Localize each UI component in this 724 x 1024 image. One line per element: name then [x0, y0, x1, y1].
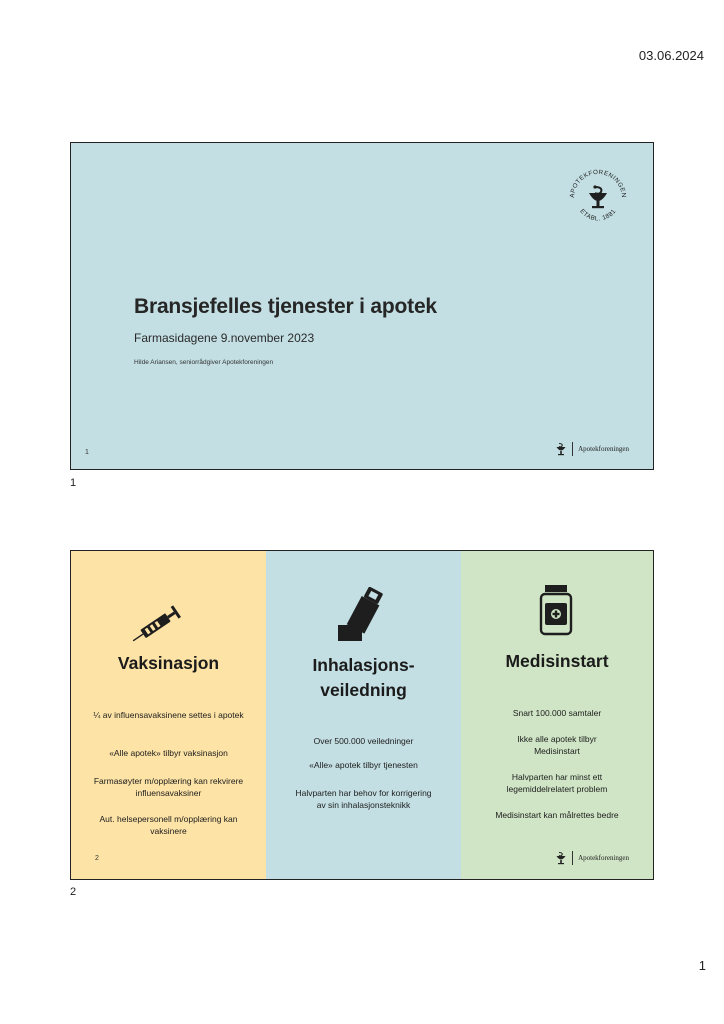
column-inhalasjonsveiledning: [266, 551, 461, 879]
slide-title: Bransjefelles tjenester i apotek: [134, 295, 437, 318]
slide-2: [70, 550, 654, 880]
column-vaksinasjon: [71, 551, 266, 879]
column-item: Ikke alle apotek tilbyr Medisinstart: [517, 734, 597, 756]
brand-logo: [555, 851, 629, 865]
column-title: Vaksinasjon: [117, 653, 220, 673]
seal-top-text: APOTEKFORENINGEN: [568, 168, 628, 199]
brand-logo: [555, 442, 629, 456]
slide-1-label: 1: [70, 477, 77, 489]
print-date: 03.06.2024: [638, 48, 704, 63]
column-item: Halvparten har minst ett legemiddelrelatert problem: [506, 772, 608, 794]
seal-bottom-text: ETABL. 1881: [578, 207, 618, 223]
column-item: Medisinstart kan målrettes bedre: [495, 810, 619, 820]
slide-corner-number: 2: [95, 855, 99, 862]
snake-bowl-icon: [555, 851, 567, 865]
slide-author: Hilde Ariansen, seniorrådgiver Apotekforeningen: [134, 359, 274, 366]
svg-text:ETABL. 1881: [578, 208, 617, 223]
column-item: Snart 100.000 samtaler: [512, 708, 602, 718]
brand-name: Apotekforeningen: [578, 445, 629, 453]
column-title-line-2: veiledning: [320, 680, 407, 700]
snake-bowl-icon: [555, 442, 567, 456]
brand-divider: [572, 851, 573, 865]
column-item: «Alle apotek» tilbyr vaksinasjon: [109, 748, 228, 758]
inhaler-icon: [334, 587, 390, 643]
page-number: 1: [698, 958, 706, 973]
apotekforeningen-seal-icon: [565, 165, 631, 231]
brand-divider: [572, 442, 573, 456]
column-item: Halvparten har behov for korrigering av sin inhalasjonsteknikk: [295, 788, 432, 810]
slide-2-label: 2: [70, 886, 77, 898]
column-item: Farmasøyter m/opplæring kan rekvirere influensavaksiner: [93, 776, 244, 798]
column-title: Medisinstart: [505, 651, 609, 671]
slide-subtitle: Farmasidagene 9.november 2023: [134, 331, 315, 345]
column-item: Aut. helsepersonell m/opplæring kan vaksinere: [99, 814, 238, 836]
slide-1: [70, 142, 654, 470]
column-item: Over 500.000 veiledninger: [313, 736, 414, 746]
column-item: ¼ av influensavaksinene settes i apotek: [93, 710, 244, 720]
syringe-icon: [126, 599, 190, 649]
column-title-line-1: Inhalasjons-: [312, 655, 415, 675]
column-item: «Alle» apotek tilbyr tjenesten: [309, 760, 418, 770]
slide-corner-number: 1: [85, 449, 89, 456]
medicine-bottle-icon: [539, 583, 573, 637]
brand-name: Apotekforeningen: [578, 854, 629, 862]
column-medisinstart: [461, 551, 653, 879]
